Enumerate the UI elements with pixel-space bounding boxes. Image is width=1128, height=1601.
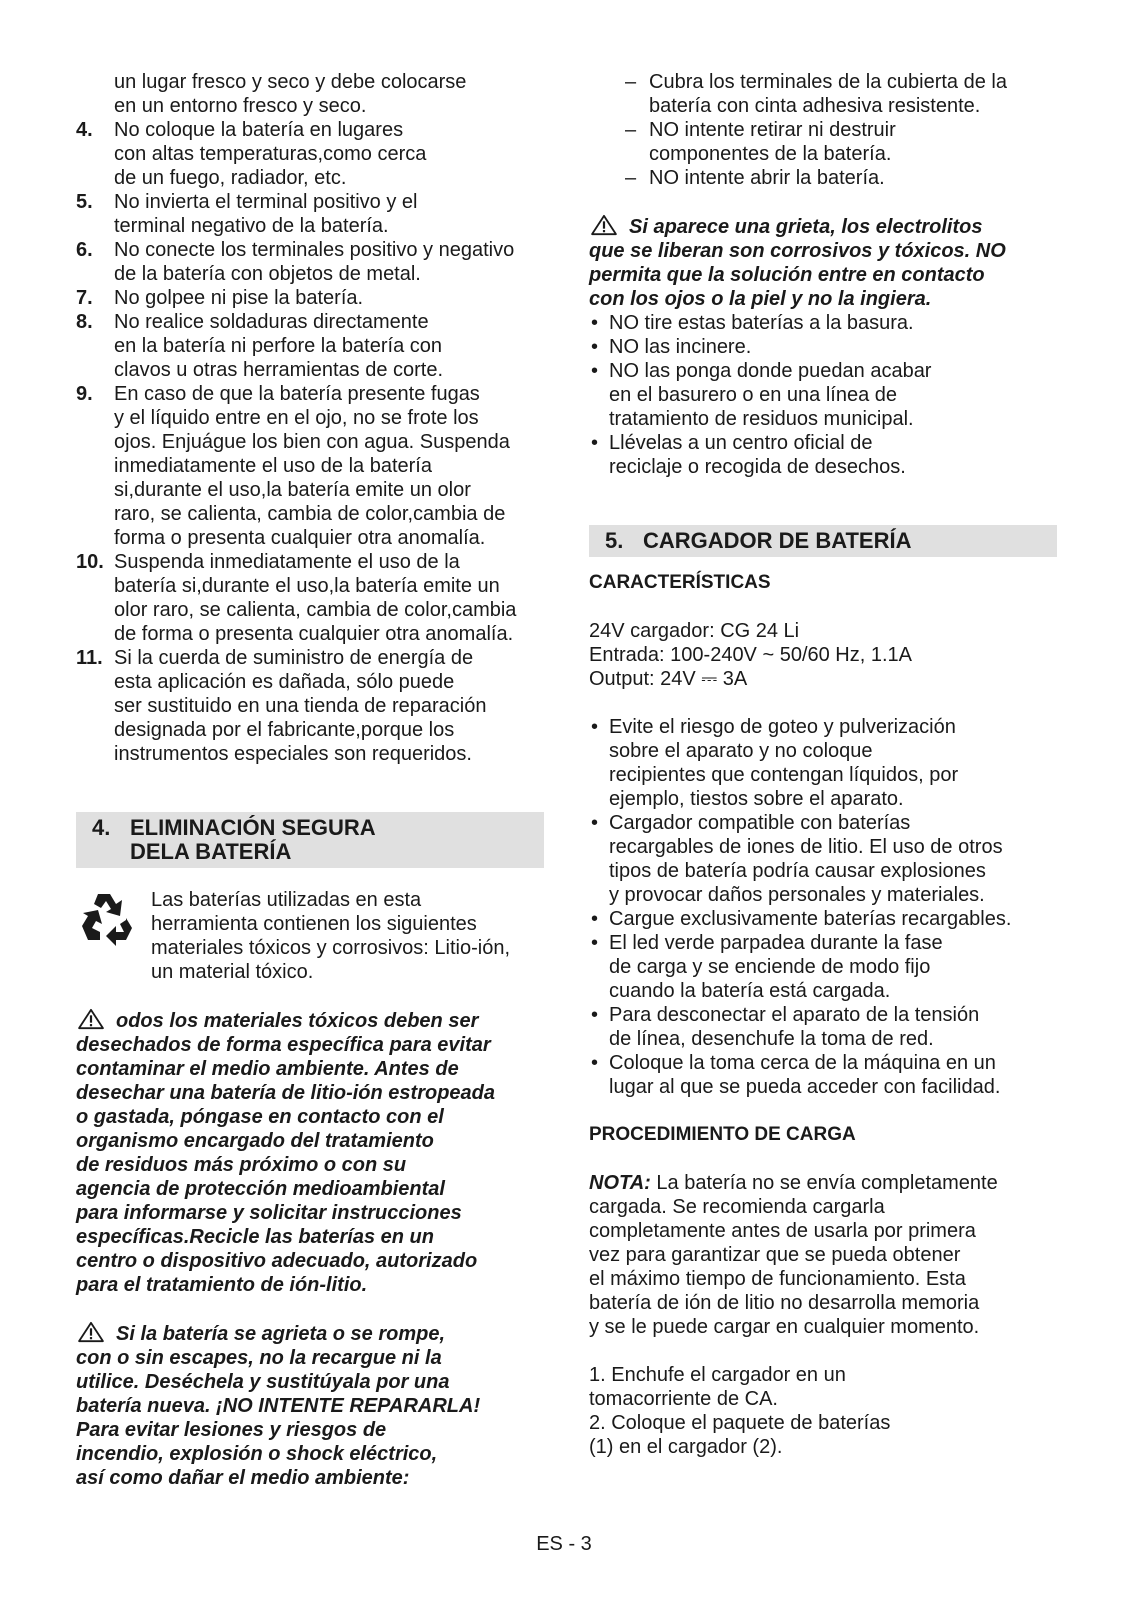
list-item — [589, 431, 1057, 479]
item-number: 7. — [76, 287, 93, 309]
list-item — [589, 359, 1057, 431]
text-line: incendio, explosión o shock eléctrico, — [76, 1443, 438, 1465]
text-line: batería nueva. ¡NO INTENTE REPARARLA! — [76, 1395, 481, 1417]
list-item — [589, 311, 1057, 335]
text-line: de carga y se enciende de modo fijo — [609, 956, 931, 978]
text-line: que se liberan son corrosivos y tóxicos. NO — [589, 240, 1006, 262]
text-line: En caso de que la batería presente fugas — [114, 383, 480, 405]
warning-block — [76, 1008, 544, 1297]
warning-block — [589, 214, 1057, 311]
list-item — [589, 118, 1057, 166]
text-line: raro, se calienta, cambia de color,cambia de — [114, 503, 506, 525]
text-line: organismo encargado del tratamiento — [76, 1130, 434, 1152]
text-line: desechar una batería de litio-ión estropeada — [76, 1082, 496, 1104]
text-line: 1. Enchufe el cargador en un — [589, 1364, 846, 1386]
text-line: un lugar fresco y seco y debe colocarse — [114, 71, 467, 93]
item-number: 9. — [76, 383, 93, 405]
section-title: CARGADOR DE BATERÍA — [643, 528, 912, 553]
text-line: si,durante el uso,la batería emite un olor — [114, 479, 471, 501]
text-line: así como dañar el medio ambiente: — [76, 1467, 410, 1489]
recycle-icon — [76, 888, 138, 950]
bullet-marker: • — [591, 432, 599, 454]
text-line: recipientes que contengan líquidos, por — [609, 764, 959, 786]
list-item — [589, 931, 1057, 1003]
steps-block — [589, 1363, 1057, 1459]
text-line: batería con cinta adhesiva resistente. — [649, 95, 981, 117]
text-line: específicas.Recicle las baterías en un — [76, 1226, 434, 1248]
text-line: en la batería ni perfore la batería con — [114, 335, 442, 357]
list-item — [76, 382, 544, 550]
text-line: herramienta contienen los siguientes — [151, 913, 477, 935]
list-item — [589, 1051, 1057, 1099]
text-line: para informarse y solicitar instrucciones — [76, 1202, 462, 1224]
text-line: No coloque la batería en lugares — [114, 119, 404, 141]
item-number: 6. — [76, 239, 93, 261]
text-line: Entrada: 100-240V ~ 50/60 Hz, 1.1A — [589, 644, 912, 666]
text-line: esta aplicación es dañada, sólo puede — [114, 671, 455, 693]
bullet-marker: • — [591, 336, 599, 358]
dash-marker: – — [625, 71, 637, 93]
text-line: forma o presenta cualquier otra anomalía. — [114, 527, 486, 549]
text-line: Para desconectar el aparato de la tensión — [609, 1004, 980, 1026]
item-number: 11. — [76, 647, 103, 669]
note-label: NOTA: — [589, 1172, 651, 1194]
bullet-marker: • — [591, 360, 599, 382]
text-line: Si aparece una grieta, los electrolitos — [629, 216, 983, 238]
text-line: tipos de batería podría causar explosiones — [609, 860, 986, 882]
text-line: en un entorno fresco y seco. — [114, 95, 367, 117]
list-item — [76, 550, 544, 646]
item-number: 4. — [76, 119, 93, 141]
text-line: utilice. Deséchela y sustitúyala por una — [76, 1371, 450, 1393]
text-line: con o sin escapes, no la recargue ni la — [76, 1347, 442, 1369]
page-number: ES - 3 — [536, 1533, 592, 1555]
warning-icon — [76, 1008, 106, 1030]
text-line: completamente antes de usarla por primera — [589, 1220, 976, 1242]
bullet-marker: • — [591, 1004, 599, 1026]
text-line: para el tratamiento de ión-litio. — [76, 1274, 368, 1296]
text-line: terminal negativo de la batería. — [114, 215, 389, 237]
text-line: ser sustituido en una tienda de reparación — [114, 695, 487, 717]
text-line: No realice soldaduras directamente — [114, 311, 429, 333]
text-line: No conecte los terminales positivo y negativo — [114, 239, 515, 261]
text-line: con los ojos o la piel y no la ingiera. — [589, 288, 932, 310]
text-line: agencia de protección medioambiental — [76, 1178, 445, 1200]
text-line: con altas temperaturas,como cerca — [114, 143, 427, 165]
text-line: tomacorriente de CA. — [589, 1388, 778, 1410]
text-line: Suspenda inmediatamente el uso de la — [114, 551, 460, 573]
bullet-marker: • — [591, 312, 599, 334]
list-item — [589, 335, 1057, 359]
text-line: Cubra los terminales de la cubierta de la — [649, 71, 1007, 93]
list-item — [589, 907, 1057, 931]
text-line: No invierta el terminal positivo y el — [114, 191, 418, 213]
text-line: Output: 24V ⎓ 3A — [589, 668, 748, 690]
dash-marker: – — [625, 167, 637, 189]
list-item — [76, 310, 544, 382]
text-line: ojos. Enjuágue los bien con agua. Suspenda — [114, 431, 510, 453]
text-line: contaminar el medio ambiente. Antes de — [76, 1058, 459, 1080]
text-line: y se le puede cargar en cualquier momento. — [589, 1316, 980, 1338]
procedure-heading: PROCEDIMIENTO DE CARGA — [589, 1124, 856, 1145]
text-line: cuando la batería está cargada. — [609, 980, 891, 1002]
warning-icon — [589, 214, 619, 236]
bullet-marker: • — [591, 812, 599, 834]
section-title-line: ELIMINACIÓN SEGURA — [130, 815, 376, 840]
list-item — [76, 238, 544, 286]
text-line: Coloque la toma cerca de la máquina en un — [609, 1052, 996, 1074]
text-line: NO intente abrir la batería. — [649, 167, 885, 189]
text-line: batería si,durante el uso,la batería emite un — [114, 575, 500, 597]
dash-marker: – — [625, 119, 637, 141]
bullet-marker: • — [591, 932, 599, 954]
right-column — [589, 70, 1057, 1459]
text-line: batería de ión de litio no desarrolla memoria — [589, 1292, 980, 1314]
list-item — [76, 190, 544, 238]
text-line: inmediatamente el uso de la batería — [114, 455, 432, 477]
text-line: NO intente retirar ni destruir — [649, 119, 896, 141]
text-line: reciclaje o recogida de desechos. — [609, 456, 906, 478]
text-line: (1) en el cargador (2). — [589, 1436, 783, 1458]
text-line: olor raro, se calienta, cambia de color,cambia — [114, 599, 517, 621]
list-item — [589, 811, 1057, 907]
text-line: NO las ponga donde puedan acabar — [609, 360, 932, 382]
text-line: Para evitar lesiones y riesgos de — [76, 1419, 387, 1441]
section-number: 5. — [605, 528, 624, 553]
text-line: un material tóxico. — [151, 961, 314, 983]
item-number: 5. — [76, 191, 93, 213]
text-line: Cargue exclusivamente baterías recargables. — [609, 908, 1012, 930]
section-number: 4. — [92, 815, 111, 840]
text-line: NO tire estas baterías a la basura. — [609, 312, 914, 334]
recycle-block — [76, 888, 544, 984]
spec-block — [589, 619, 1057, 691]
text-line: Si la batería se agrieta o se rompe, — [116, 1323, 446, 1345]
text-line: desechados de forma específica para evitar — [76, 1034, 491, 1056]
text-line: centro o dispositivo adecuado, autorizado — [76, 1250, 478, 1272]
text-line: componentes de la batería. — [649, 143, 892, 165]
text-line: 24V cargador: CG 24 Li — [589, 620, 800, 642]
text-line: ejemplo, tiestos sobre el aparato. — [609, 788, 904, 810]
list-item — [76, 286, 544, 310]
text-line: de la batería con objetos de metal. — [114, 263, 421, 285]
note-block — [589, 1171, 1057, 1339]
text-line: el máximo tiempo de funcionamiento. Esta — [589, 1268, 966, 1290]
section-title-line: DELA BATERÍA — [130, 839, 292, 864]
bullet-marker: • — [591, 908, 599, 930]
warning-block — [76, 1321, 544, 1490]
text-line: 2. Coloque el paquete de baterías — [589, 1412, 891, 1434]
text-line: tratamiento de residuos municipal. — [609, 408, 914, 430]
text-line: Cargador compatible con baterías — [609, 812, 911, 834]
list-item — [76, 646, 544, 766]
item-number: 8. — [76, 311, 93, 333]
left-column — [76, 70, 544, 1490]
list-item — [589, 1003, 1057, 1051]
text-line: NO las incinere. — [609, 336, 752, 358]
text-line: permita que la solución entre en contacto — [589, 264, 985, 286]
list-item — [589, 70, 1057, 118]
text-line: sobre el aparato y no coloque — [609, 740, 873, 762]
text-line: o gastada, póngase en contacto con el — [76, 1106, 444, 1128]
text-line: Evite el riesgo de goteo y pulverización — [609, 716, 956, 738]
text-line: instrumentos especiales son requeridos. — [114, 743, 472, 765]
text-line: clavos u otras herramientas de corte. — [114, 359, 444, 381]
characteristics-heading: CARACTERÍSTICAS — [589, 572, 771, 593]
text-line: en el basurero o en una línea de — [609, 384, 897, 406]
section-heading-4 — [76, 812, 544, 868]
text-line: de línea, desenchufe la toma de red. — [609, 1028, 934, 1050]
text-line: cargada. Se recomienda cargarla — [589, 1196, 885, 1218]
text-line: Si la cuerda de suministro de energía de — [114, 647, 474, 669]
text-line: de un fuego, radiador, etc. — [114, 167, 347, 189]
intro-text — [76, 70, 544, 118]
text-line: Las baterías utilizadas en esta — [151, 889, 422, 911]
list-item — [76, 118, 544, 190]
text-line: Llévelas a un centro oficial de — [609, 432, 873, 454]
item-number: 10. — [76, 551, 104, 573]
text-line: de forma o presenta cualquier otra anomalía. — [114, 623, 514, 645]
text-line: lugar al que se pueda acceder con facilidad. — [609, 1076, 1001, 1098]
text-line: No golpee ni pise la batería. — [114, 287, 364, 309]
bullet-marker: • — [591, 716, 599, 738]
text-line: designada por el fabricante,porque los — [114, 719, 455, 741]
text-line: materiales tóxicos y corrosivos: Litio-ión, — [151, 937, 511, 959]
text-line: El led verde parpadea durante la fase — [609, 932, 943, 954]
text-line: recargables de iones de litio. El uso de otros — [609, 836, 1003, 858]
text-line: odos los materiales tóxicos deben ser — [116, 1010, 479, 1032]
bullet-marker: • — [591, 1052, 599, 1074]
text-line: y el líquido entre en el ojo, no se frote los — [114, 407, 479, 429]
text-line: La batería no se envía completamente — [656, 1172, 998, 1194]
text-line: y provocar daños personales y materiales. — [609, 884, 985, 906]
list-item — [589, 715, 1057, 811]
warning-icon — [76, 1321, 106, 1343]
list-item — [589, 166, 1057, 190]
text-line: vez para garantizar que se pueda obtener — [589, 1244, 961, 1266]
text-line: de residuos más próximo o con su — [76, 1154, 407, 1176]
section-heading-5 — [589, 525, 1057, 557]
